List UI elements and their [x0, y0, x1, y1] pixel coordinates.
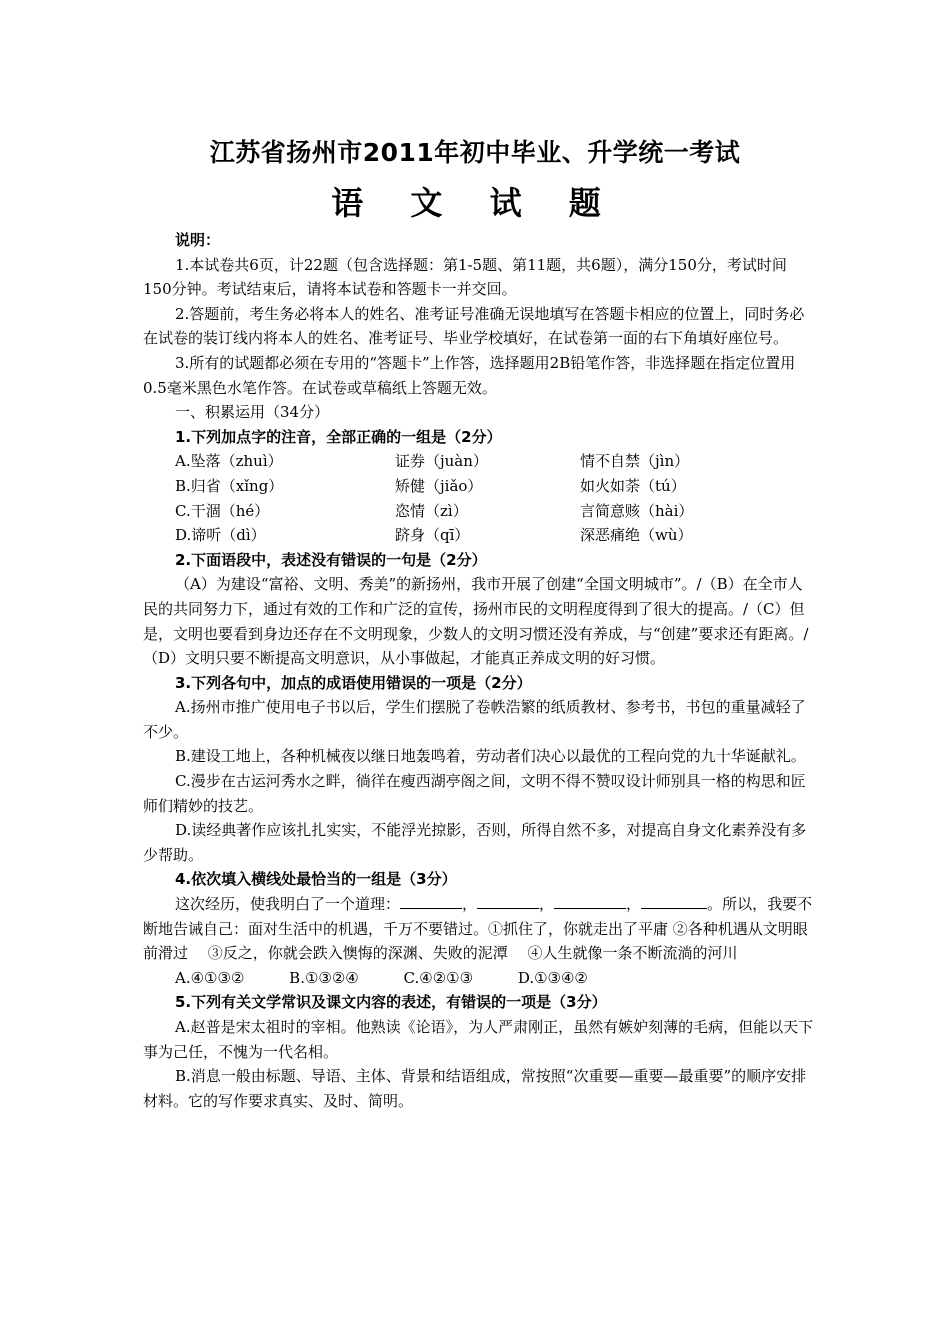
option-cell: 矫健（jiǎo）: [395, 476, 483, 495]
question-1-row-a: [143, 449, 815, 474]
option-cell: C.干涸（hé）: [175, 501, 270, 520]
question-3-option-a: A.扬州市推广使用电子书以后，学生们摆脱了卷帙浩繁的纸质教材、参考书，书包的重量减轻了不少。: [143, 698, 806, 741]
answer-blank: [477, 892, 539, 909]
option-d: D.①③④②: [517, 968, 588, 987]
option-cell: 跻身（qī）: [395, 526, 470, 545]
question-4-passage: 这次经历，使我明白了一个道理： ， ， ， 。所以，我要不断地告诫自己：面对生活中的机遇，千万不要错过。①抓住了，你就走出了平庸 ②各种机遇从文明眼前滑过 ③反之，你就会跌入懊悔的深渊、失败的泥潭 ④人生就像一条不断流淌的河川: [143, 892, 815, 966]
answer-blank: [400, 892, 462, 909]
question-4-options: [143, 966, 815, 991]
question-4-lead: 这次经历，使我明白了一个道理：: [175, 895, 401, 914]
option-cell: A.坠落（zhuì）: [175, 452, 283, 471]
option-cell: 恣情（zì）: [395, 501, 468, 520]
option-cell: 如火如荼（tú）: [580, 476, 686, 495]
instruction-item-1: 1.本试卷共6页，计22题（包含选择题：第1-5题、第11题，共6题），满分150分，考试时间150分钟。考试结束后，请将本试卷和答题卡一并交回。: [143, 255, 787, 299]
exam-body: [143, 228, 815, 1113]
section-heading: 一、积累运用（34分）: [175, 403, 330, 422]
question-1-stem: 1.下列加点字的注音，全部正确的一组是（2分）: [175, 427, 502, 446]
question-3-option-c: C.漫步在古运河秀水之畔，徜徉在瘦西湖亭阁之间，文明不得不赞叹设计师别具一格的构思和匠师们精妙的技艺。: [143, 772, 806, 815]
question-5-option-b: B.消息一般由标题、导语、主体、背景和结语组成，常按照“次重要—重要—最重要”的顺序安排材料。它的写作要求真实、及时、简明。: [143, 1067, 807, 1110]
question-1-row-d: [143, 523, 815, 548]
instruction-item-3: 3.所有的试题都必须在专用的“答题卡”上作答，选择题用2B铅笔作答，非选择题在指定位置用0.5毫米黑色水笔作答。在试卷或草稿纸上答题无效。: [143, 353, 796, 397]
option-a: A.④①③②: [175, 968, 245, 987]
question-5-stem: 5.下列有关文学常识及课文内容的表述，有错误的一项是（3分）: [175, 993, 607, 1012]
option-c: C.④②①③: [403, 968, 474, 987]
question-5-option-a: A.赵普是宋太祖时的宰相。他熟读《论语》，为人严肃刚正，虽然有嫉妒刻薄的毛病，但能以天下事为己任，不愧为一代名相。: [143, 1018, 814, 1061]
question-1-row-c: [143, 499, 815, 524]
instructions-label: 说明：: [175, 231, 221, 249]
question-3-option-d: D.读经典著作应该扎扎实实，不能浮光掠影，否则，所得自然不多，对提高自身文化素养没有多少帮助。: [143, 821, 807, 864]
answer-blank: [554, 892, 626, 909]
question-3-option-b: B.建设工地上，各种机械夜以继日地轰鸣着，劳动者们决心以最优的工程向党的九十华诞献礼。: [175, 747, 806, 766]
question-4-stem: 4.依次填入横线处最恰当的一组是（3分）: [175, 870, 457, 889]
option-cell: B.归省（xǐng）: [175, 476, 284, 495]
question-4-rest: 我要不断地告诫自己：面对生活中的机遇，千万不要错过。①抓住了，你就走出了平庸 ②各种机遇从文明眼前滑过 ③反之，你就会跌入懊悔的深渊、失败的泥潭 ④人生就像一条不断流淌的河川: [143, 895, 813, 963]
answer-blank: [641, 892, 707, 909]
question-1-row-b: [143, 474, 815, 499]
option-cell: 深恶痛绝（wù）: [580, 526, 693, 545]
option-cell: 情不自禁（jìn）: [580, 452, 690, 471]
question-3-stem: 3.下列各句中，加点的成语使用错误的一项是（2分）: [175, 673, 532, 692]
exam-title: 江苏省扬州市2011年初中毕业、升学统一考试: [209, 138, 741, 167]
instruction-item-2: 2.答题前，考生务必将本人的姓名、准考证号准确无误地填写在答题卡相应的位置上，同时务必在试卷的装订线内将本人的姓名、准考证号、毕业学校填好，在试卷第一面的右下角填好座位号。: [143, 304, 805, 348]
option-cell: 言简意赅（hài）: [580, 501, 694, 520]
question-2-passage: （A）为建设“富裕、文明、秀美”的新扬州，我市开展了创建“全国文明城市”。/（B）在全市人民的共同努力下，通过有效的工作和广泛的宣传，扬州市民的文明程度得到了很大的提高。/（C）但是，文明也要看到身边还存在不文明现象，少数人的文明习惯还没有养成，与“创建”要求还有距离。/（D）文明只要不断提高文明意识，从小事做起，才能真正养成文明的好习惯。: [143, 575, 809, 668]
exam-subject-title: 语 文 试 题: [331, 184, 619, 222]
option-cell: 证券（juàn）: [395, 452, 488, 471]
question-2-stem: 2.下面语段中，表述没有错误的一句是（2分）: [175, 550, 487, 569]
option-cell: D.谛听（dì）: [175, 526, 266, 545]
option-b: B.①③②④: [289, 968, 359, 987]
